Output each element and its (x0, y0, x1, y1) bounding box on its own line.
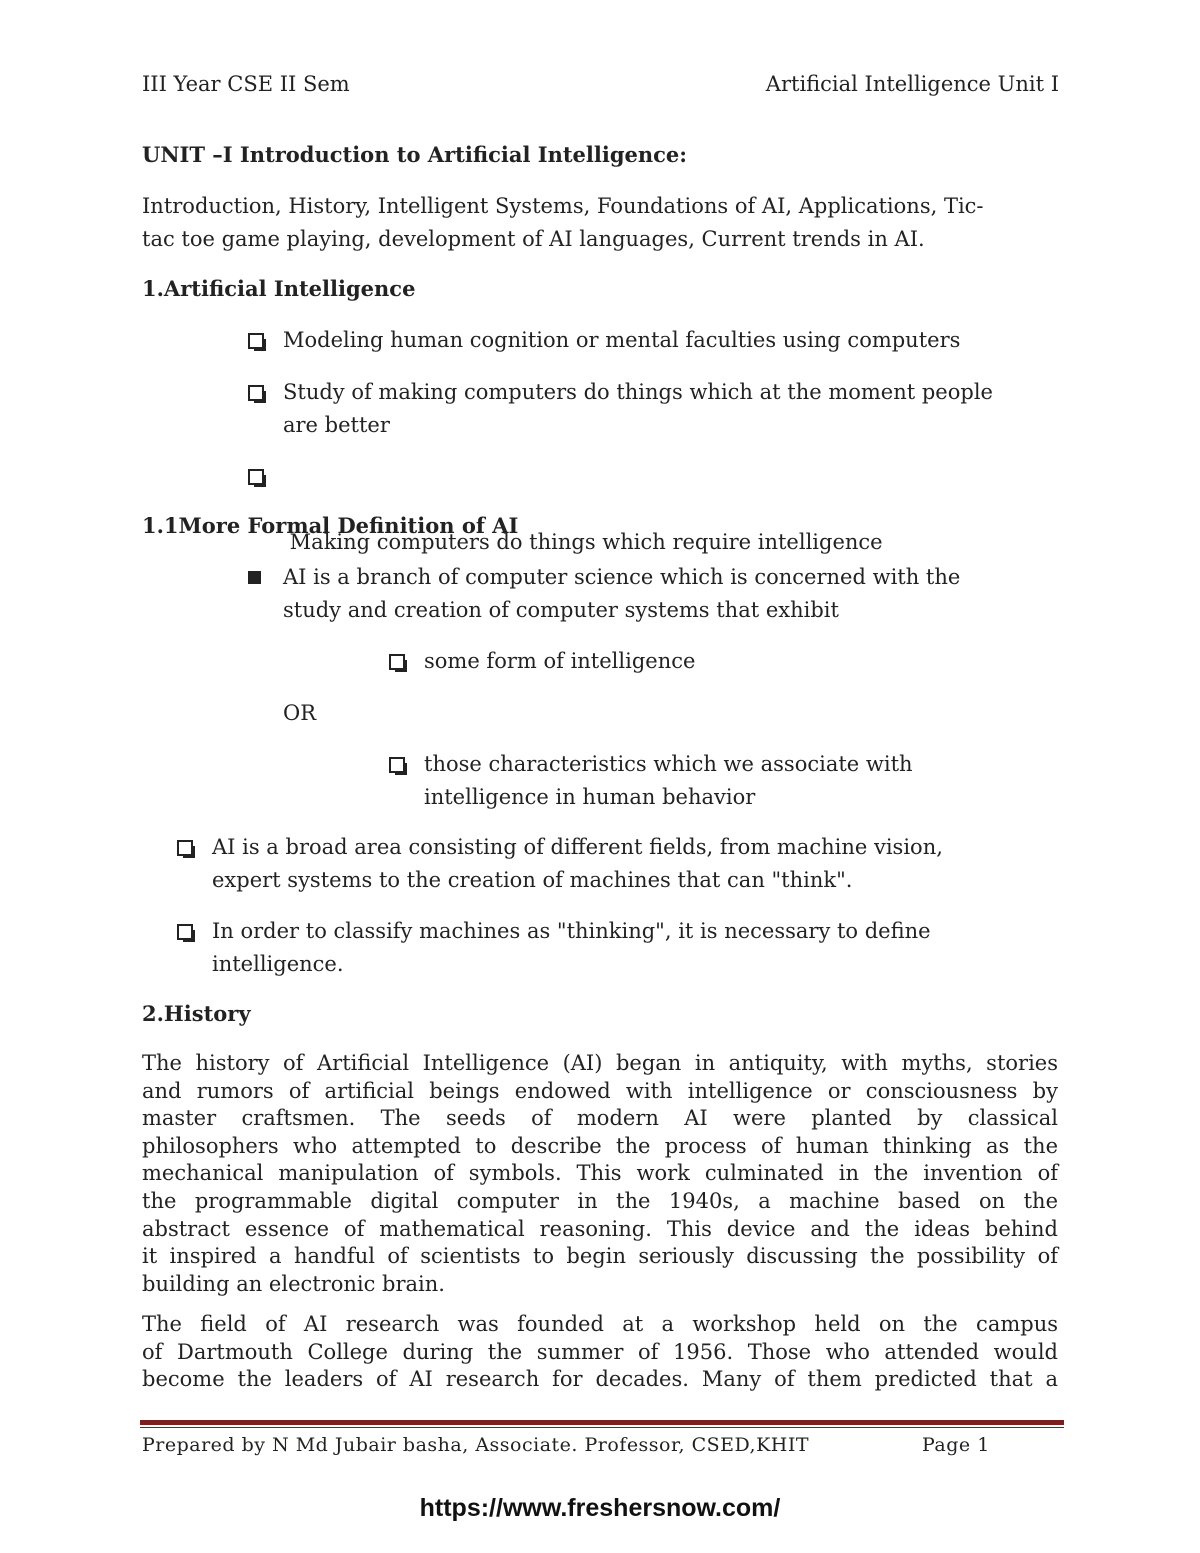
s11-sub-bullet-2-line-2: intelligence in human behavior (424, 785, 756, 809)
history-p1-line: abstract essence of mathematical reasoning. This device and the ideas behind (142, 1216, 1058, 1241)
footer-prepared-by: Prepared by N Md Jubair basha, Associate. Professor, CSED,KHIT (142, 1434, 810, 1456)
footer-rule-thick (140, 1420, 1064, 1425)
or-label: OR (283, 701, 317, 725)
s11-main-bullet-line-1: AI is a branch of computer science which is concerned with the (283, 565, 961, 589)
s1-bullet-1 (283, 324, 960, 357)
s11-outer-bullet-2-line-2: intelligence. (212, 952, 344, 976)
footer-rule-thin (140, 1427, 1064, 1428)
square-bullet-icon (248, 571, 261, 584)
s1-bullet-2-line-2: are better (283, 413, 390, 437)
checkbox-bullet-icon (389, 654, 405, 670)
s11-outer-bullet-2-line-1: In order to classify machines as "thinking", it is necessary to define (212, 919, 931, 943)
history-p1-line: building an electronic brain. (142, 1271, 445, 1296)
history-p2-line: of Dartmouth College during the summer of 1956. Those who attended would (142, 1339, 1058, 1364)
checkbox-bullet-icon (177, 840, 193, 856)
section-2-heading: 2.History (142, 1001, 251, 1026)
checkbox-bullet-icon (248, 469, 264, 485)
s11-outer-bullet-1 (212, 831, 943, 897)
header-right: Artificial Intelligence Unit I (765, 72, 1059, 96)
history-p1-line: the programmable digital computer in the 1940s, a machine based on the (142, 1188, 1058, 1213)
s1-bullet-3-line-1: Making computers do things which require intelligence (283, 530, 883, 554)
history-p2-line: become the leaders of AI research for decades. Many of them predicted that a (142, 1367, 1058, 1392)
history-p1-line: master craftsmen. The seeds of modern AI were planted by classical (142, 1106, 1058, 1131)
intro-line-1: Introduction, History, Intelligent Systems, Foundations of AI, Applications, Tic- (142, 194, 984, 218)
watermark-url-link[interactable]: https://www.freshersnow.com/ (419, 1494, 781, 1522)
footer-page-number: Page 1 (922, 1434, 990, 1456)
checkbox-bullet-icon (248, 385, 264, 401)
section-1-1-heading: 1.1More Formal Definition of AI (142, 513, 519, 538)
history-paragraph-1 (142, 1050, 1058, 1298)
s11-sub-bullet-2 (424, 748, 913, 814)
s11-sub-bullet-2-line-1: those characteristics which we associate with (424, 752, 913, 776)
s11-main-bullet (283, 561, 960, 627)
history-paragraph-2 (142, 1311, 1058, 1394)
s11-outer-bullet-2 (212, 915, 931, 981)
history-p1-line: mechanical manipulation of symbols. This work culminated in the invention of (142, 1161, 1058, 1186)
history-p1-line: philosophers who attempted to describe the process of human thinking as the (142, 1133, 1058, 1158)
s11-sub-bullet-1: some form of intelligence (424, 649, 696, 673)
s1-bullet-2-line-1: Study of making computers do things which at the moment people (283, 380, 993, 404)
s11-main-bullet-line-2: study and creation of computer systems that exhibit (283, 598, 839, 622)
history-p1-line: it inspired a handful of scientists to begin seriously discussing the possibility of (142, 1244, 1058, 1269)
section-1-heading: 1.Artificial Intelligence (142, 276, 416, 301)
s11-outer-bullet-1-line-1: AI is a broad area consisting of different fields, from machine vision, (212, 835, 943, 859)
unit-title: UNIT –I Introduction to Artificial Intelligence: (142, 142, 688, 167)
intro-paragraph (142, 190, 1062, 256)
history-p2-line: The field of AI research was founded at a workshop held on the campus (142, 1312, 1058, 1336)
s1-bullet-2 (283, 376, 993, 442)
s1-bullet-1-line-1: Modeling human cognition or mental faculties using computers (283, 328, 961, 352)
header-left: III Year CSE II Sem (142, 72, 350, 96)
checkbox-bullet-icon (248, 333, 264, 349)
checkbox-bullet-icon (177, 924, 193, 940)
s11-outer-bullet-1-line-2: expert systems to the creation of machines that can "think". (212, 868, 853, 892)
history-p1-line: and rumors of artificial beings endowed with intelligence or consciousness by (142, 1078, 1058, 1103)
intro-line-2: tac toe game playing, development of AI languages, Current trends in AI. (142, 227, 925, 251)
checkbox-bullet-icon (389, 757, 405, 773)
history-p1-line: The history of Artificial Intelligence (AI) began in antiquity, with myths, stories (142, 1051, 1058, 1075)
